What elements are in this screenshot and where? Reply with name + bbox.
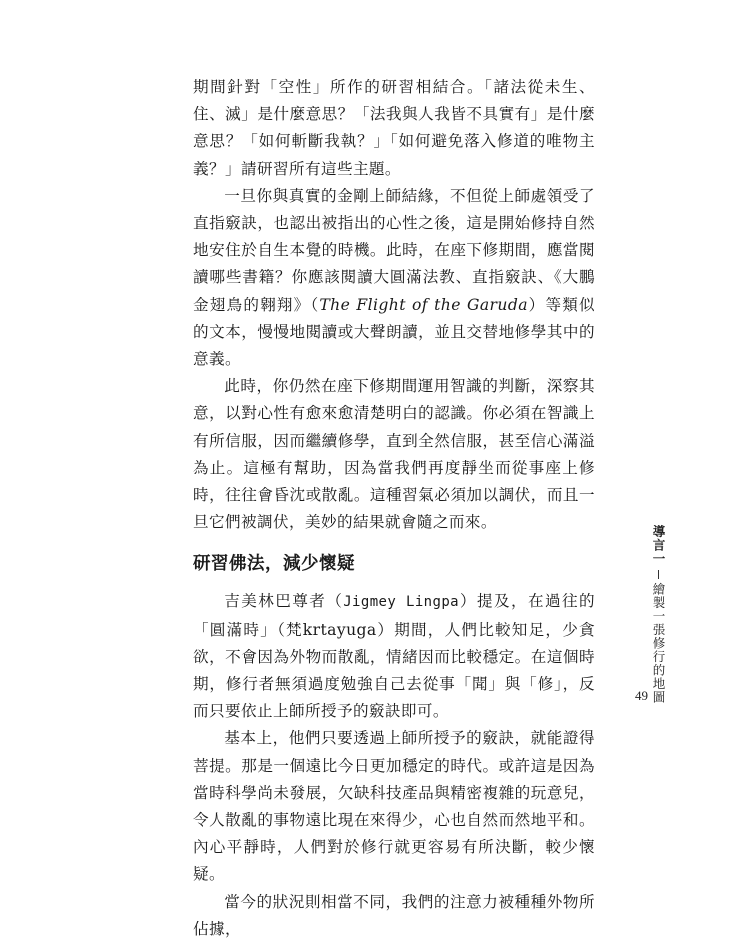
paragraph-2-text: 一旦你與真實的金剛上師結緣，不但從上師處領受了直指竅訣，也認出被指出的心性之後，這是開始修持自然地安住於自生本覺的時機。此時，在座下修期間，應當閱讀哪些書籍？你應該閱讀大圓滿法教、直指竅訣、《大鵬金翅鳥的翱翔》（ (193, 186, 595, 314)
paragraph-5: 基本上，他們只要透過上師所授予的竅訣，就能證得菩提。那是一個遠比今日更加穩定的時代。或許這是因為當時科學尚未發展，欠缺科技產品與精密複雜的玩意兒，令人散亂的事物遠比現在來得少，心也自然而然地平和。內心平靜時，人們對於修行就更容易有所決斷，較少懷疑。 (193, 729, 595, 884)
paragraph-4-rest: ）提及，在過往的「圓滿時」（梵krtayuga）期間，人們比較知足，少貪欲，不會因為外物而散亂，情緒因而比較穩定。在這個時期，修行者無須過度勉強自己去從事「聞」與「修」，反而只要依止上師所授予的竅訣即可。 (193, 592, 595, 721)
paragraph-2 (193, 183, 595, 373)
paragraph-4-text: 吉美林巴尊者（ (224, 592, 344, 611)
paragraph-2-end: ）等類似的文本，慢慢地閱讀或大聲朗讀，並且交替地修學其中的意義。 (193, 295, 595, 369)
running-header-chapter: 導言一 (651, 525, 666, 566)
section-heading: 研習佛法，減少懷疑 (193, 554, 355, 575)
running-header-title: 繪製一張修行的地圖 (651, 582, 666, 704)
page-number: 49 (635, 688, 648, 703)
paragraph-6: 當今的狀況則相當不同，我們的注意力被種種外物所佔據， (193, 892, 595, 938)
running-header (650, 525, 666, 704)
paragraph-4 (193, 588, 595, 725)
body-text (193, 74, 595, 943)
paragraph-3: 此時，你仍然在座下修期間運用智識的判斷，深察其意，以對心性有愈來愈清楚明白的認識。你必須在智識上有所信服，因而繼續修學，直到全然信服，甚至信心滿溢為止。這極有幫助，因為當我們再度靜坐而從事座上修時，往往會昏沈或散亂。這種習氣必須加以調伏，而且一旦它們被調伏，美妙的結果就會隨之而來。 (193, 377, 595, 532)
book-title-english: The Flight of the Garuda (319, 295, 528, 314)
running-header-divider (658, 570, 659, 579)
name-romanized: Jigmey Lingpa (343, 594, 459, 611)
paragraph-1: 期間針對「空性」所作的研習相結合。「諸法從未生、住、滅」是什麼意思？「法我與人我皆不具實有」是什麼意思？「如何斬斷我執？」「如何避免落入修道的唯物主義？」請研習所有這些主題。 (193, 78, 595, 178)
